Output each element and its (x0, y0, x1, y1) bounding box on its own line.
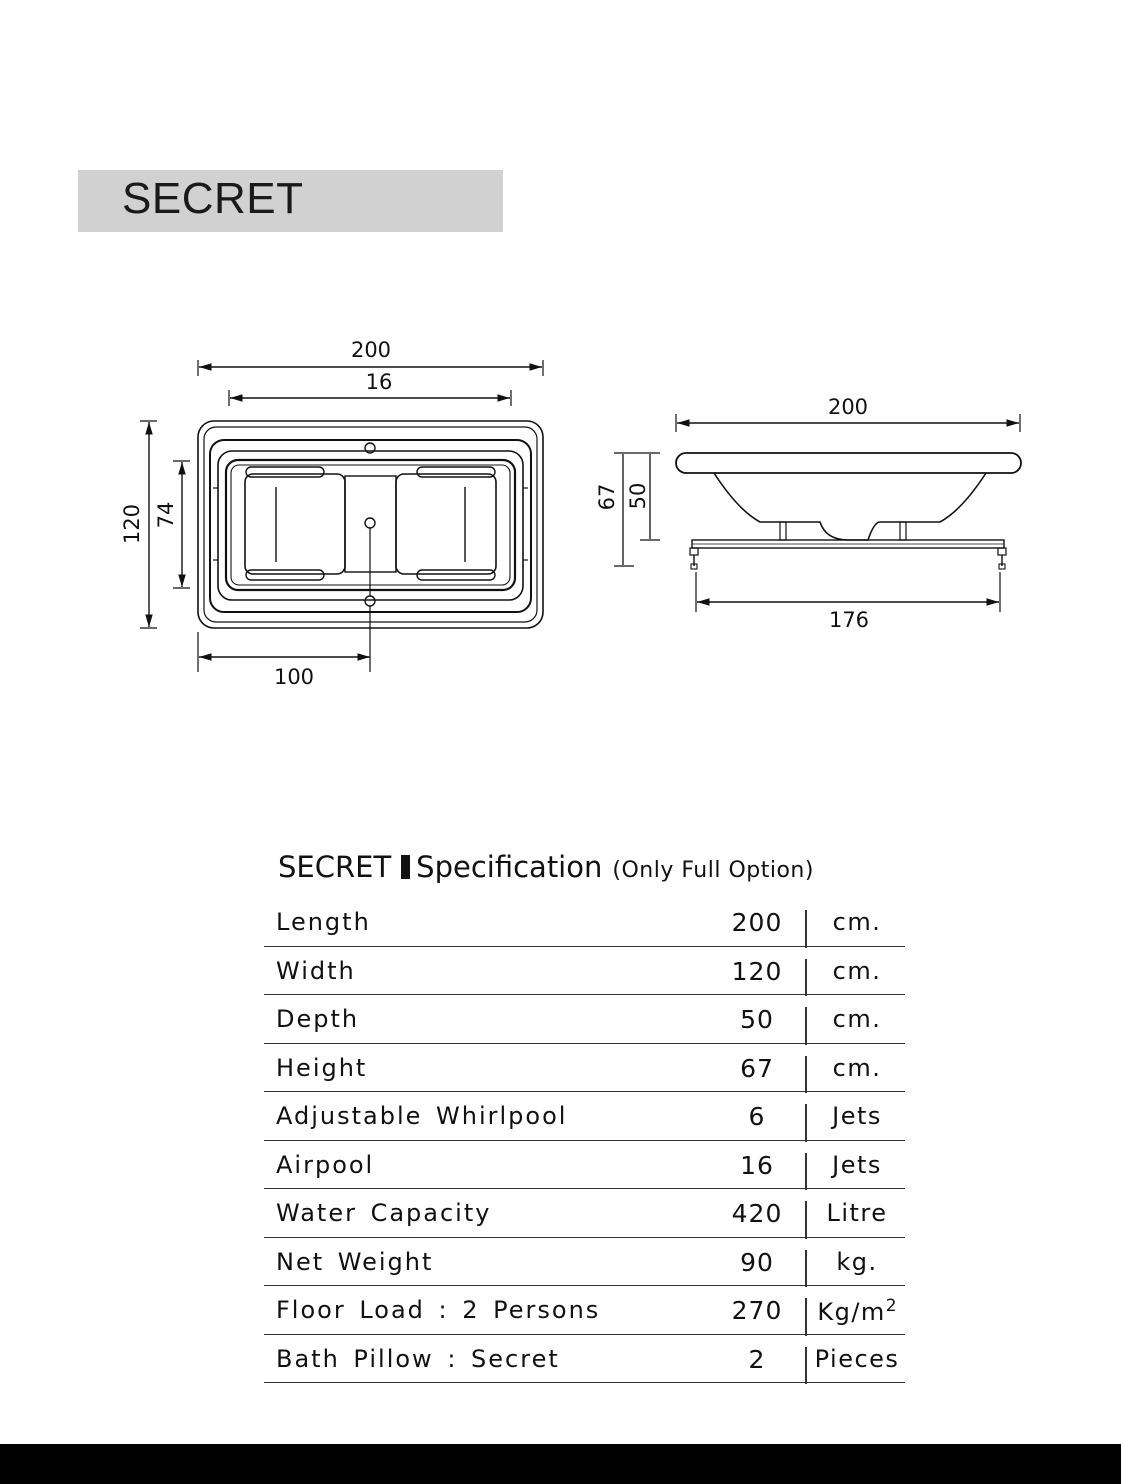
spec-value: 420 (731, 1199, 783, 1228)
table-row (264, 1141, 905, 1190)
table-row (264, 995, 905, 1044)
spec-unit-text: Pieces (814, 1344, 900, 1373)
dim-inner-length: 16 (365, 370, 393, 394)
spec-value: 2 (748, 1344, 766, 1374)
top-view (140, 360, 543, 672)
spec-unit-text: cm. (832, 1005, 882, 1033)
spec-heading-label: Specification (416, 850, 603, 884)
dim-base-length: 176 (828, 608, 870, 632)
spec-label: Adjustable Whirlpool (276, 1102, 568, 1130)
spec-unit (806, 908, 908, 936)
dim-height: 67 (595, 483, 619, 511)
spec-unit (806, 1151, 908, 1179)
spec-value: 200 (731, 908, 783, 937)
spec-unit (806, 957, 908, 985)
dim-side-length: 200 (827, 395, 869, 419)
spec-unit-text: Jets (832, 1102, 882, 1130)
spec-label: Airpool (276, 1150, 375, 1179)
heading-separator-bar (401, 855, 410, 879)
spec-label: Net Weight (276, 1247, 434, 1276)
dim-overall-width: 120 (120, 503, 144, 545)
table-row (264, 1092, 905, 1141)
dim-drain-offset: 100 (273, 665, 315, 689)
pillow-top-right (417, 467, 495, 477)
overflow-bottom (365, 596, 375, 606)
spec-value: 120 (731, 956, 783, 986)
spec-unit-text: Kg/m (817, 1298, 886, 1326)
spec-value: 90 (740, 1247, 774, 1277)
table-row (264, 1044, 905, 1093)
dim-overall-length: 200 (350, 338, 392, 362)
spec-label: Depth (276, 1005, 360, 1033)
table-row (264, 898, 905, 947)
spec-label: Height (276, 1053, 368, 1082)
table-row (264, 947, 905, 996)
spec-unit (806, 1054, 908, 1082)
bottom-bar (0, 1444, 1121, 1484)
seat-right (396, 474, 496, 574)
spec-value: 6 (748, 1102, 766, 1131)
spec-label: Length (276, 908, 371, 936)
seat-left (245, 474, 345, 574)
spec-value: 67 (740, 1053, 774, 1083)
side-basin (714, 473, 986, 540)
table-row (264, 1335, 905, 1384)
spec-table (264, 898, 905, 1383)
spec-label: Bath Pillow : Secret (276, 1344, 560, 1373)
spec-unit-text: cm. (832, 908, 882, 936)
dim-inner-width: 74 (154, 501, 178, 529)
side-rim (676, 453, 1021, 473)
spec-unit-text: Jets (832, 1150, 882, 1179)
spec-unit (806, 1345, 908, 1373)
spec-heading (278, 850, 814, 884)
spec-unit-text: cm. (832, 956, 882, 985)
spec-heading-name: SECRET (278, 850, 392, 884)
spec-unit (806, 1296, 908, 1326)
spec-heading-note: (Only Full Option) (612, 858, 814, 883)
spec-label: Floor Load : 2 Persons (276, 1296, 601, 1324)
tub-outer-rim (198, 421, 543, 628)
spec-value: 16 (740, 1150, 774, 1180)
table-row (264, 1189, 905, 1238)
spec-unit (806, 1248, 908, 1276)
spec-label: Width (276, 956, 356, 985)
spec-unit-text: cm. (832, 1053, 882, 1082)
pillow-bottom-left (246, 570, 324, 580)
spec-unit-text: Litre (826, 1199, 888, 1227)
spec-value: 50 (740, 1005, 774, 1034)
pillow-bottom-right (417, 570, 495, 580)
dim-depth: 50 (626, 482, 650, 510)
spec-unit (806, 1199, 908, 1227)
spec-unit-superscript: 2 (885, 1296, 897, 1316)
page-title: SECRET (122, 174, 304, 223)
spec-value: 270 (731, 1296, 783, 1325)
spec-unit (806, 1005, 908, 1033)
table-row (264, 1238, 905, 1287)
spec-unit (806, 1102, 908, 1130)
pillow-top-left (246, 467, 324, 477)
spec-label: Water Capacity (276, 1199, 492, 1227)
table-row (264, 1286, 905, 1335)
spec-unit-text: kg. (836, 1247, 878, 1276)
drain-center (365, 518, 375, 528)
side-view (614, 414, 1021, 612)
